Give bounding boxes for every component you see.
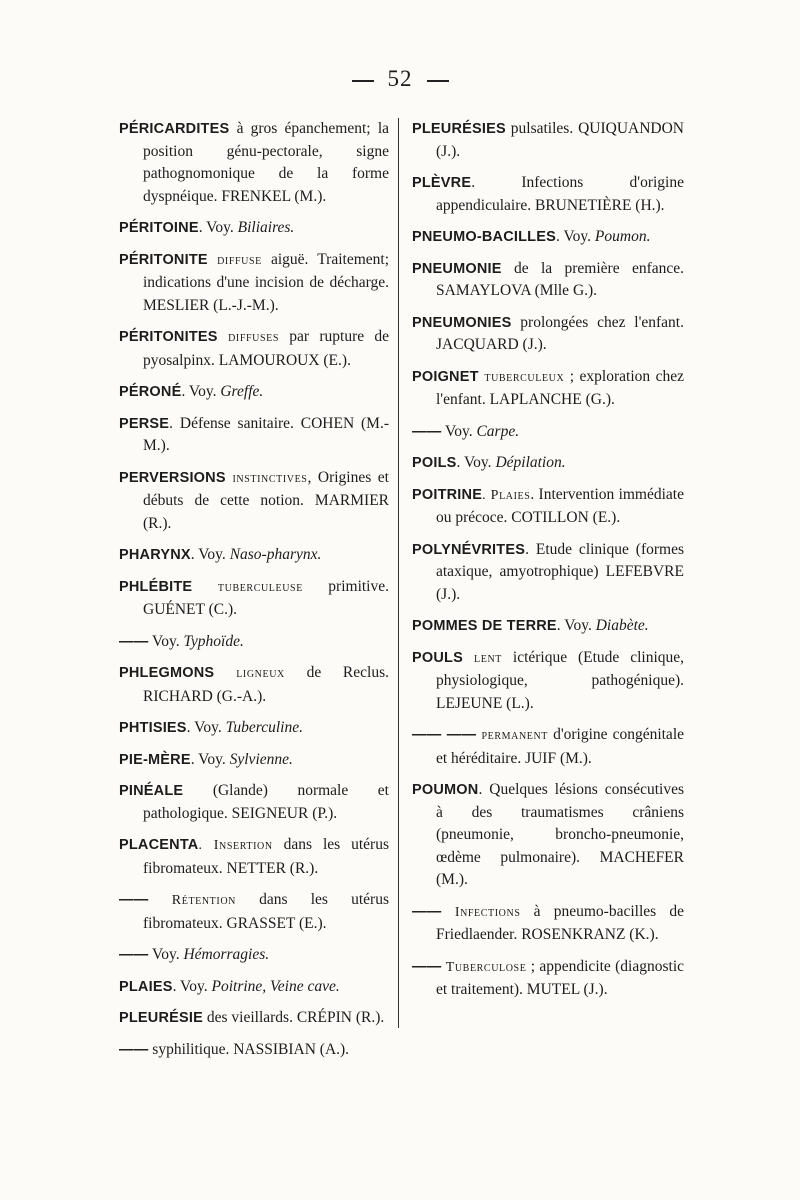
index-entry [119, 544, 389, 567]
entry-heading: POLYNÉVRITES [412, 541, 526, 558]
entry-text: . Voy. [555, 228, 595, 245]
index-entry [119, 889, 389, 935]
entry-heading: PERSE [119, 415, 170, 432]
entry-heading: —— [119, 947, 149, 963]
entry-heading: POITRINE [412, 486, 483, 503]
entry-qualifier: instinctives [225, 470, 308, 486]
index-entry [412, 366, 684, 412]
page-number-value: 52 [387, 66, 413, 91]
entry-heading: PLEURÉSIE [119, 1010, 203, 1026]
entry-heading: —— [412, 903, 442, 920]
entry-qualifier: . Insertion [198, 838, 273, 853]
entry-text: . Défense sanitaire. COHEN (M.-M.). [143, 414, 389, 454]
entry-text: des vieillards. CRÉPIN (R.). [203, 1009, 385, 1026]
entry-heading: PÉRICARDITES [119, 121, 230, 137]
index-entry [412, 484, 684, 530]
entry-text: ictérique (Etude clinique, physiologique, pathogénique). LEJEUNE (L.). [436, 648, 685, 712]
index-entry [412, 172, 684, 217]
entry-qualifier: Tuberculose [441, 959, 527, 975]
entry-text: . Infections d'origine appendiculaire. BRUNETIÈRE (H.). [436, 174, 684, 214]
entry-heading: PHARYNX [119, 547, 191, 563]
index-entry [119, 631, 389, 654]
right-column [412, 118, 684, 1011]
entry-cross-reference: Diabète. [595, 617, 649, 634]
index-entry [119, 118, 389, 208]
index-entry [119, 413, 389, 458]
entry-heading: PÉRONÉ [119, 384, 182, 400]
index-entry [412, 258, 684, 303]
entry-heading: PERVERSIONS [119, 469, 226, 486]
entry-heading: PNEUMO-BACILLES [412, 229, 556, 245]
entry-heading: POUMON [412, 782, 479, 798]
entry-heading: POILS [412, 455, 457, 471]
entry-text: dans les utérus fibromateux. NETTER (R.). [143, 836, 390, 877]
entry-heading: —— [119, 633, 149, 650]
entry-heading: PHLÉBITE [119, 578, 193, 595]
index-entry [119, 717, 389, 740]
index-entry [119, 749, 389, 772]
entry-heading: PLÈVRE [412, 175, 472, 191]
entry-cross-reference: Biliaires. [237, 219, 295, 236]
entry-cross-reference: Greffe. [220, 383, 264, 400]
entry-heading: PLEURÉSIES [412, 121, 506, 137]
entry-text: de la première enfance. SAMAYLOVA (Mlle G.). [436, 259, 684, 299]
entry-heading: POULS [412, 649, 463, 666]
index-entry [412, 226, 684, 249]
entry-text: Voy. [148, 946, 184, 963]
entry-text: pulsatiles. QUIQUANDON (J.). [436, 120, 684, 160]
entry-heading: PNEUMONIES [412, 314, 512, 331]
entry-text: Voy. [148, 632, 184, 650]
index-entry [412, 724, 684, 770]
index-entry [119, 467, 389, 536]
entry-text: ; appendicite (diagnostic et traitement). MUTEL (J.). [436, 957, 684, 998]
index-entry [119, 1007, 389, 1030]
entry-heading: PLACENTA [119, 837, 199, 853]
index-entry [119, 976, 389, 999]
entry-text: . Intervention immédiate ou précoce. COTILLON (E.). [436, 485, 684, 526]
entry-cross-reference: Poumon. [594, 228, 651, 245]
entry-qualifier: lent [462, 650, 503, 666]
entry-heading: PINÉALE [119, 783, 184, 799]
entry-heading: POMMES DE TERRE [412, 618, 557, 634]
entry-text: . Voy. [186, 719, 226, 736]
index-entry [412, 901, 684, 947]
entry-text: d'origine congénitale et héréditaire. JUIF (M.). [436, 726, 685, 767]
entry-heading: —— —— [412, 727, 477, 743]
entry-cross-reference: Hémorragies. [183, 946, 270, 963]
entry-qualifier: diffuse [207, 252, 262, 268]
entry-text: . Voy. [190, 546, 230, 563]
entry-qualifier: Infections [441, 904, 521, 920]
entry-text: (Glande) normale et pathologique. SEIGNEUR (P.). [143, 782, 389, 822]
index-entry [412, 421, 684, 444]
entry-heading: PLAIES [119, 978, 173, 995]
index-entry [412, 118, 684, 163]
entry-text: . Voy. [172, 977, 212, 995]
entry-text: par rupture de pyosalpinx. LAMOUROUX (E.). [143, 328, 390, 369]
entry-heading: PNEUMONIE [412, 260, 502, 277]
left-column [119, 118, 389, 1070]
page-number-right-dash [427, 80, 449, 82]
index-entry [119, 944, 389, 967]
index-entry [119, 576, 389, 622]
index-entry [119, 834, 389, 880]
entry-text: . Voy. [181, 383, 221, 400]
entry-heading: POIGNET [412, 368, 479, 385]
index-entry [119, 249, 389, 318]
entry-text: . Voy. [556, 617, 596, 634]
entry-text: à pneumo-bacilles de Friedlaender. ROSENKRANZ (K.). [436, 902, 684, 943]
column-divider [398, 118, 399, 1028]
entry-text: . Voy. [198, 219, 238, 236]
index-entry [119, 1039, 389, 1062]
entry-heading: PHTISIES [119, 720, 187, 736]
index-entry [119, 217, 389, 240]
entry-text: syphilitique. NASSIBIAN (A.). [148, 1040, 350, 1058]
index-entry [412, 452, 684, 475]
entry-cross-reference: Naso-pharynx. [229, 546, 322, 563]
entry-heading: PÉRITONITES [119, 329, 218, 345]
entry-qualifier: . Plaies [482, 487, 531, 503]
entry-heading: PÉRITOINE [119, 220, 199, 236]
entry-text: prolongées chez l'enfant. JACQUARD (J.). [436, 313, 684, 353]
entry-qualifier: Rétention [148, 893, 236, 908]
entry-heading: PHLEGMONS [119, 665, 215, 681]
entry-heading: —— [412, 423, 442, 440]
index-entry [119, 662, 389, 708]
page-number-left-dash [352, 80, 374, 82]
index-entry [412, 539, 684, 607]
entry-heading: —— [119, 892, 149, 908]
entry-text: Voy. [441, 422, 477, 440]
entry-qualifier: tuberculeux [478, 369, 565, 385]
index-entry [412, 615, 684, 638]
entry-heading: —— [412, 958, 442, 975]
entry-text: dans les utérus fibromateux. GRASSET (E.). [143, 891, 389, 932]
index-entry [412, 647, 684, 716]
entry-text: . Quelques lésions consécutives à des traumatismes crâniens (pneumonie, broncho-pneumonie, œdème pulmonaire). MACHEFER (M.). [436, 781, 684, 888]
index-entry [119, 381, 389, 404]
entry-heading: —— [119, 1041, 149, 1058]
entry-text: aiguë. Traitement; indications d'une incision de décharge. MESLIER (L.-J.-M.). [143, 250, 389, 314]
entry-cross-reference: Dépilation. [495, 454, 566, 471]
entry-text: , Origines et débuts de cette notion. MARMIER (R.). [143, 468, 389, 532]
entry-heading: PÉRITONITE [119, 251, 208, 268]
entry-heading: PIE-MÈRE [119, 751, 191, 768]
index-entry [119, 780, 389, 825]
entry-cross-reference: Poitrine, Veine cave. [211, 977, 340, 995]
entry-text: . Voy. [190, 750, 230, 768]
index-entry [412, 956, 684, 1002]
index-entry [412, 312, 684, 357]
index-entry [412, 779, 684, 892]
index-entry [119, 326, 389, 372]
entry-cross-reference: Typhoïde. [183, 632, 244, 650]
entry-text: . Etude clinique (formes ataxique, amyotrophique) LEFEBVRE (J.). [436, 540, 684, 603]
entry-cross-reference: Tuberculine. [225, 719, 303, 736]
page-number [0, 66, 800, 92]
entry-text: . Voy. [456, 454, 496, 471]
entry-qualifier: diffuses [217, 330, 280, 345]
entry-qualifier: ligneux [214, 666, 285, 681]
entry-text: primitive. GUÉNET (C.). [143, 577, 389, 618]
entry-cross-reference: Carpe. [476, 422, 520, 440]
entry-text: ; exploration chez l'enfant. LAPLANCHE (G.). [436, 367, 684, 408]
entry-text: de Reclus. RICHARD (G.-A.). [143, 664, 389, 705]
entry-text: à gros épanchement; la position génu-pectorale, signe pathognomonique de la forme dyspnéique. FRENKEL (M.). [143, 120, 389, 205]
entry-qualifier: tuberculeuse [192, 579, 303, 595]
entry-cross-reference: Sylvienne. [229, 750, 293, 768]
entry-qualifier: permanent [476, 728, 549, 743]
